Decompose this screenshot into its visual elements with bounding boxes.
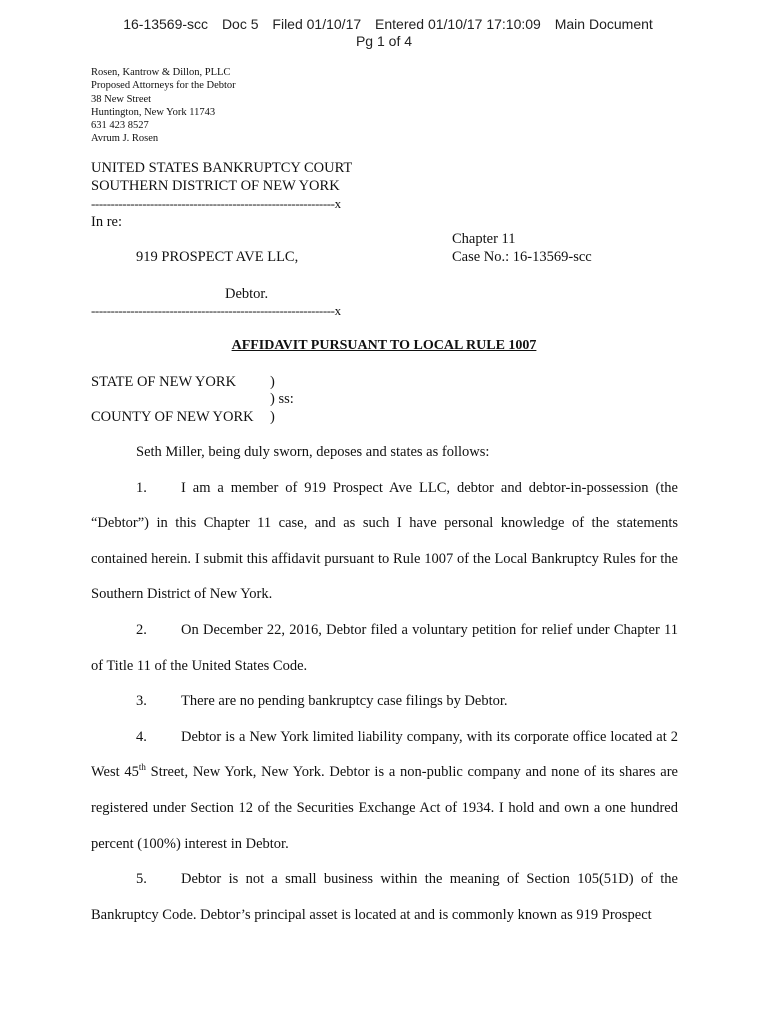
caption-divider-top: --------------------------------------------------------------x [91, 196, 341, 211]
attorney-role: Proposed Attorneys for the Debtor [91, 80, 236, 92]
attorney-block [91, 66, 236, 146]
venue-state-paren: ) [270, 374, 275, 390]
paragraph-2 [91, 613, 678, 684]
court-heading [91, 159, 352, 195]
paragraph-text: Debtor is not a small business within the meaning of Section 105(51D) of the Bankruptcy Code. Debtor’s principal asset is located at and is commonly known as 919 Prospect [91, 871, 678, 923]
paragraph-text: On December 22, 2016, Debtor filed a voluntary petition for relief under Chapter 11 of Title 11 of the United States Code. [91, 621, 678, 674]
paragraph-4 [91, 720, 678, 862]
paragraph-text-b: Street, New York, New York. Debtor is a non-public company and none of its shares are registered under Section 12 of the Securities Exchange Act of 1934. I hold and own a one hundred percent (100%) interest in Debtor. [91, 764, 678, 852]
attorney-name: Avrum J. Rosen [91, 133, 159, 145]
paragraph-number: 4. [136, 728, 147, 745]
paragraph-number: 2. [136, 621, 147, 638]
paragraph-number: 5. [136, 871, 147, 888]
intro-paragraph: Seth Miller, being duly sworn, deposes and states as follows: [136, 444, 490, 460]
document-title: AFFIDAVIT PURSUANT TO LOCAL RULE 1007 [231, 338, 537, 353]
paragraph-text-a: Debtor is a New York limited liability company, with its corporate office located at 2 West 45 [91, 728, 678, 781]
paragraph-1 [91, 471, 678, 613]
paragraph-text: I am a member of 919 Prospect Ave LLC, debtor and debtor-in-possession (the “Debtor”) in this Chapter 11 case, and as such I have personal knowledge of the statements contained herein. I submit this affidavit pursuant to Rule 1007 of the Local Bankruptcy Rules for the Southern District of New York. [91, 479, 678, 603]
filing-header-line [8, 16, 768, 33]
paragraph-3 [91, 684, 678, 720]
venue-ss: ) ss: [270, 391, 294, 407]
entered-date-stamp: Entered 01/10/17 17:10:09 [375, 16, 541, 32]
venue-county: COUNTY OF NEW YORK [91, 409, 254, 425]
debtor-label: Debtor. [225, 286, 269, 302]
firm-city: Huntington, New York 11743 [91, 106, 216, 118]
firm-phone: 631 423 8527 [91, 120, 149, 132]
paragraph-5 [91, 862, 678, 933]
caption-divider-bottom: --------------------------------------------------------------x [91, 303, 341, 318]
ordinal-superscript: th [138, 762, 146, 773]
case-number: Case No.: 16-13569-scc [452, 249, 592, 265]
venue-state: STATE OF NEW YORK [91, 374, 237, 390]
debtor-name: 919 PROSPECT AVE LLC, [136, 249, 299, 265]
paragraph-text: There are no pending bankruptcy case filings by Debtor. [181, 693, 508, 710]
paragraph-number: 3. [136, 693, 147, 710]
paragraph-number: 1. [136, 479, 147, 496]
firm-name: Rosen, Kantrow & Dillon, PLLC [91, 67, 231, 78]
filed-date-stamp: Filed 01/10/17 [272, 16, 362, 32]
venue-county-paren: ) [270, 409, 275, 425]
main-document-stamp: Main Document [554, 16, 653, 32]
affidavit-body [91, 435, 678, 933]
firm-street: 38 New Street [91, 93, 152, 105]
court-name: UNITED STATES BANKRUPTCY COURT [91, 160, 353, 176]
case-number-stamp: 16-13569-scc [123, 16, 209, 32]
filing-header [0, 16, 768, 50]
page-count-stamp: Pg 1 of 4 [355, 33, 413, 49]
court-district: SOUTHERN DISTRICT OF NEW YORK [91, 178, 340, 194]
in-re-label: In re: [91, 214, 122, 230]
doc-number-stamp: Doc 5 [221, 16, 259, 32]
chapter-label: Chapter 11 [452, 231, 516, 247]
